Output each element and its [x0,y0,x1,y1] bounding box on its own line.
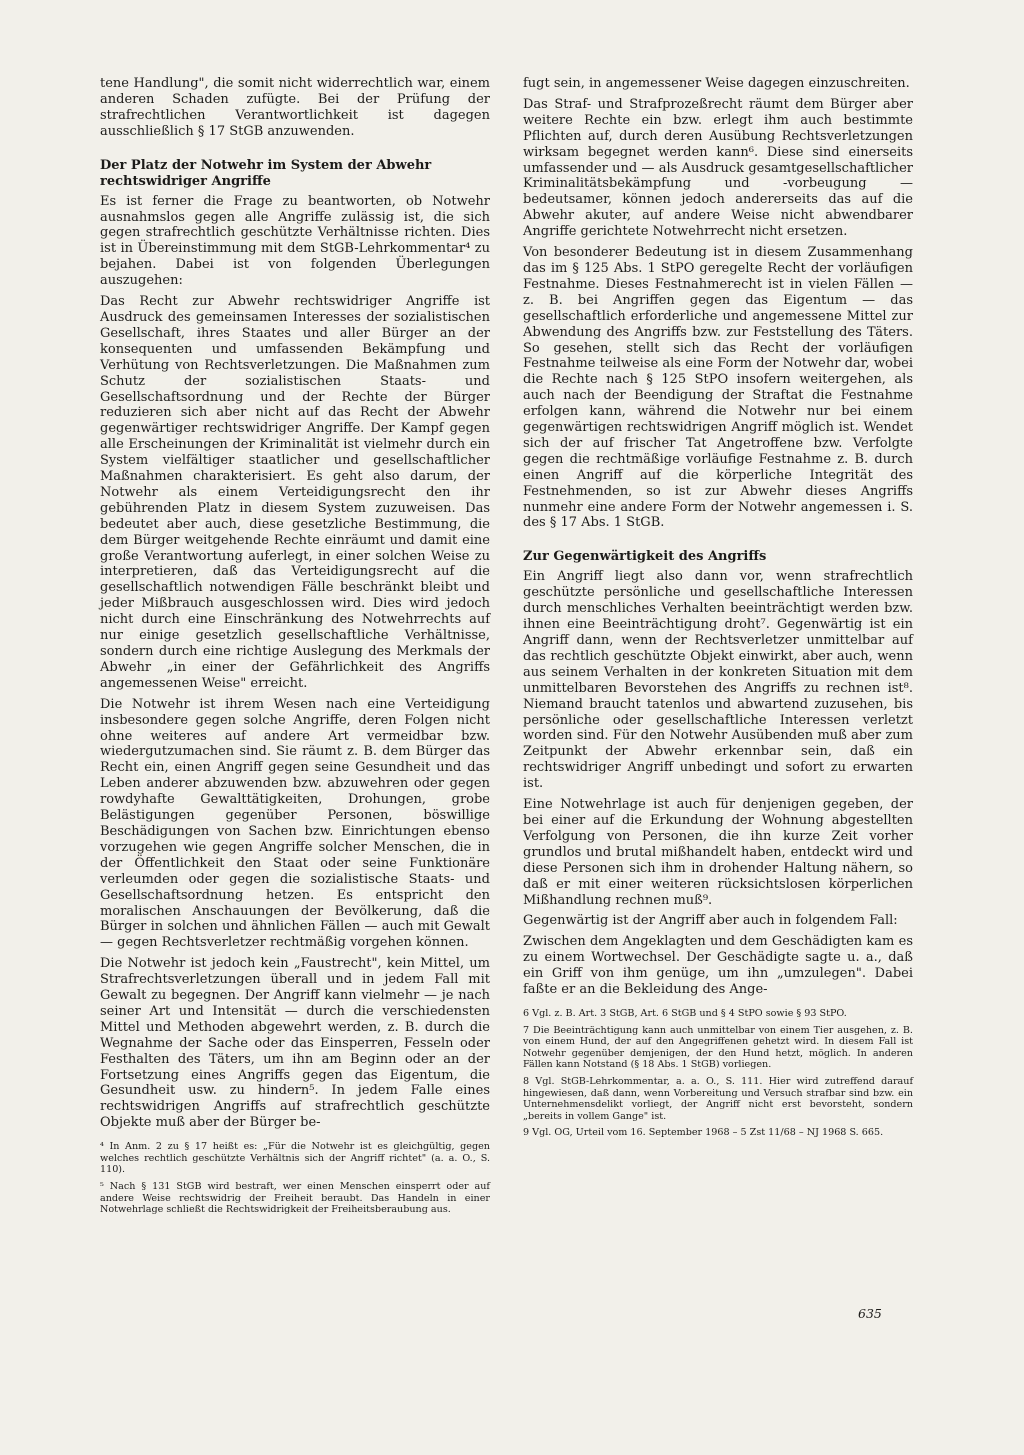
footnote: 7 Die Beeinträchtigung kann auch unmittelbar von einem Tier ausgehen, z. B. von einem Hund, der auf den Angegriffenen gehetzt wird. In diesem Fall ist Notwehr gegenüber demjenigen, der den Hund hetzt, möglich. In anderen Fällen kann Notstand (§ 18 Abs. 1 StGB) vorliegen. [523,1024,913,1071]
body-paragraph: Es ist ferner die Frage zu beantworten, ob Notwehr ausnahmslos gegen alle Angriffe zulässig ist, die sich gegen strafrechtlich geschützte Verhältnisse richten. Dies ist in Übereinstimmung mit dem StGB-Lehrkommentar⁴ zu bejahen. Dabei ist von folgenden Überlegungen auszugehen: [100,193,490,289]
right-column [523,76,913,1144]
body-paragraph: Eine Notwehrlage ist auch für denjenigen gegeben, der bei einer auf die Erkundung der Wohnung abgestellten Verfolgung von Personen, die ihn kurze Zeit vorher grundlos und brutal mißhandelt haben, entdeckt wird und diese Personen sich ihm in drohender Haltung nähern, so daß er mit einer weiteren rücksichtslosen körperlichen Mißhandlung rechnen muß⁹. [523,797,913,908]
section-heading: Zur Gegenwärtigkeit des Angriffs [523,549,767,565]
page-number: 635 [858,1306,882,1321]
body-paragraph: Ein Angriff liegt also dann vor, wenn strafrechtlich geschützte persönliche und gesellschaftliche Interessen durch menschliches Verhalten beeinträchtigt werden bzw. ihnen eine Beeinträchtigung droht⁷. Gegenwärtig ist ein Angriff dann, wenn der Rechtsverletzer unmittelbar auf das rechtlich geschützte Objekt einwirkt, aber auch, wenn aus seinem Verhalten in der konkreten Situation mit dem unmittelbaren Bevorstehen des Angriffs zu rechnen ist⁸. Niemand braucht tatenlos und abwartend zuzusehen, bis persönliche oder gesellschaftliche Interessen verletzt worden sind. Für den Notwehr Ausübenden muß aber zum Zeitpunkt der Abwehr erkennbar sein, daß ein rechtswidriger Angriff unbedingt und sofort zu erwarten ist. [523,569,913,792]
footnote: 8 Vgl. StGB-Lehrkommentar, a. a. O., S. 111. Hier wird zutreffend darauf hingewiesen, daß dann, wenn Vorbereitung und Versuch strafbar sind bzw. ein Unternehmensdelikt vorliegt, der Angriff nicht erst bevorsteht, sondern „bereits in vollem Gange" ist. [523,1075,913,1122]
footnote: 6 Vgl. z. B. Art. 3 StGB, Art. 6 StGB und § 4 StPO sowie § 93 StPO. [523,1007,847,1019]
body-paragraph: Zwischen dem Angeklagten und dem Geschädigten kam es zu einem Wortwechsel. Der Geschädigte sagte u. a., daß ein Griff von ihm genüge, um ihn „umzulegen". Dabei faßte er an die Bekleidung des Ange- [523,934,913,998]
footnote: ⁴ In Anm. 2 zu § 17 heißt es: „Für die Notwehr ist es gleichgültig, gegen welches rechtlich geschützte Verhältnis sich der Angriff richtet" (a. a. O., S. 110). [100,1141,490,1176]
body-paragraph: Von besonderer Bedeutung ist in diesem Zusammenhang das im § 125 Abs. 1 StPO geregelte Recht der vorläufigen Festnahme. Dieses Festnahmerecht ist in vielen Fällen — z. B. bei Angriffen gegen das Eigentum — das gesellschaftlich erforderliche und angemessene Mittel zur Abwendung des Angriffs bzw. zur Feststellung des Täters. So gesehen, stellt sich das Recht der vorläufigen Festnahme teilweise als eine Form der Notwehr dar, wobei die Rechte nach § 125 StPO insofern weitergehen, als auch nach der Beendigung der Straftat die Festnahme erfolgen kann, während die Notwehr nur bei einem gegenwärtigen rechtswidrigen Angriff möglich ist. Wendet sich der auf frischer Tat Angetroffene bzw. Verfolgte gegen die rechtmäßige vorläufige Festnahme z. B. durch einen Angriff auf die körperliche Integrität des Festnehmenden, so ist zur Abwehr dieses Angriffs nunmehr eine andere Form der Notwehr angemessen i. S. des § 17 Abs. 1 StGB. [523,245,913,531]
body-paragraph: Die Notwehr ist jedoch kein „Faustrecht", kein Mittel, um Strafrechtsverletzungen überall und in jedem Fall mit Gewalt zu begegnen. Der Angriff kann vielmehr — je nach seiner Art und Intensität — durch die verschiedensten Mittel und Methoden abgewehrt werden, z. B. durch die Wegnahme der Sache oder das Einsperren, Fesseln oder Festhalten des Täters, um ihn am Beginn oder an der Fortsetzung eines Angriffs gegen das Eigentum, die Gesundheit usw. zu hindern⁵. In jedem Falle eines rechtswidrigen Angriffs auf strafrechtlich geschützte Objekte muß aber der Bürger be- [100,956,490,1131]
body-paragraph: Die Notwehr ist ihrem Wesen nach eine Verteidigung insbesondere gegen solche Angriffe, deren Folgen nicht ohne weiteres auf andere Art vermeidbar bzw. wiedergutzumachen sind. Sie räumt z. B. dem Bürger das Recht ein, einen Angriff gegen seine Gesundheit und das Leben anderer abzuwenden bzw. abzuwehren oder gegen rowdyhafte Gewalttätigkeiten, Drohungen, grobe Belästigungen gegenüber Personen, böswillige Beschädigungen von Sachen bzw. Einrichtungen ebenso vorzugehen wie gegen Angriffe solcher Menschen, die in der Öffentlichkeit den Staat oder seine Funktionäre verleumden oder gegen die sozialistische Staats- und Gesellschaftsordnung hetzen. Es entspricht den moralischen Anschauungen der Bevölkerung, daß die Bürger in solchen und ähnlichen Fällen — auch mit Gewalt — gegen Rechtsverletzer rechtmäßig vorgehen können. [100,696,490,951]
body-paragraph: Gegenwärtig ist der Angriff aber auch in folgendem Fall: [523,913,898,929]
left-column [100,76,490,1221]
footnote: ⁵ Nach § 131 StGB wird bestraft, wer einen Menschen einsperrt oder auf andere Weise rechtswidrig der Freiheit beraubt. Das Handeln in einer Notwehrlage schließt die Rechtswidrigkeit der Freiheitsberaubung aus. [100,1180,490,1216]
body-paragraph: tene Handlung", die somit nicht widerrechtlich war, einem anderen Schaden zufügte. Bei der Prüfung der strafrechtlichen Verantwortlichkeit ist dagegen ausschließlich § 17 StGB anzuwenden. [100,76,490,139]
footnote: 9 Vgl. OG, Urteil vom 16. September 1968 – 5 Zst 11/68 – NJ 1968 S. 665. [523,1127,884,1139]
section-heading: Der Platz der Notwehr im System der Abwehr rechtswidriger Angriffe [100,157,432,189]
body-paragraph: fugt sein, in angemessener Weise dagegen einzuschreiten. [523,76,910,91]
body-paragraph: Das Straf- und Strafprozeßrecht räumt dem Bürger aber weitere Rechte ein bzw. erlegt ihm auch bestimmte Pflichten auf, durch deren Ausübung Rechtsverletzungen wirksam begegnet werden kann⁶. Diese sind einerseits umfassender und — als Ausdruck gesamtgesellschaftlicher Kriminalitätsbekämpfung und -vorbeugung — bedeutsamer, können jedoch andererseits das auf die Abwehr akuter, auf andere Weise nicht abwendbarer Angriffe gerichtete Notwehrrecht nicht ersetzen. [523,96,913,240]
body-paragraph: Das Recht zur Abwehr rechtswidriger Angriffe ist Ausdruck des gemeinsamen Interesses der sozialistischen Gesellschaft, ihres Staates und aller Bürger an der konsequenten und umfassenden Bekämpfung und Verhütung von Rechtsverletzungen. Die Maßnahmen zum Schutz der sozialistischen Staats- und Gesellschaftsordnung und der Rechte der Bürger reduzieren sich aber nicht auf das Recht der Abwehr gegenwärtiger rechtswidriger Angriffe. Der Kampf gegen alle Erscheinungen der Kriminalität ist vielmehr durch ein System vielfältiger staatlicher und gesellschaftlicher Maßnahmen charakterisiert. Es geht also darum, der Notwehr als einem Verteidigungsrecht den ihr gebührenden Platz in diesem System zuzuweisen. Das bedeutet aber auch, diese gesetzliche Bestimmung, die dem Bürger weitgehende Rechte einräumt und damit eine große Verantwortung auferlegt, in einer solchen Weise zu interpretieren, daß das Verteidigungsrecht auf die gesellschaftlich notwendigen Fälle beschränkt bleibt und jeder Mißbrauch ausgeschlossen wird. Dies wird jedoch nicht durch eine Einschränkung des Notwehrrechts auf nur einige gesetzlich gesellschaftliche Verhältnisse, sondern durch eine richtige Auslegung des Merkmals der Abwehr „in einer der Gefährlichkeit des Angriffs angemessenen Weise" erreicht. [100,294,490,691]
